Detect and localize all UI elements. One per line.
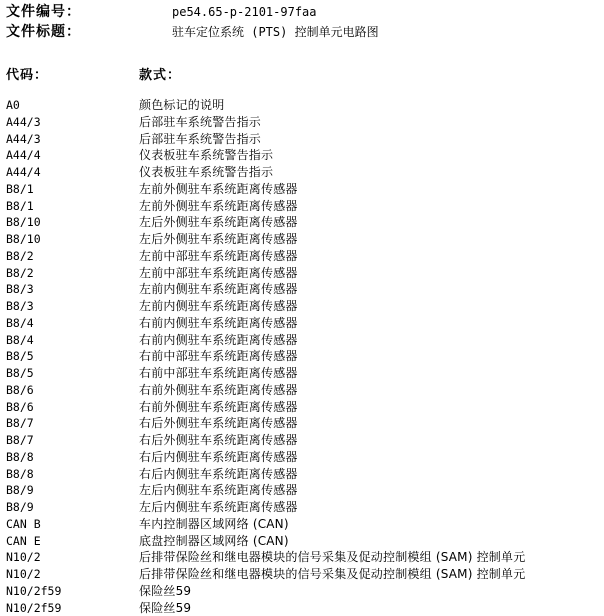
list-item bbox=[6, 332, 596, 349]
component-description: 右前内侧驻车系统距离传感器 bbox=[139, 315, 298, 332]
list-item bbox=[6, 466, 596, 483]
list-item bbox=[6, 399, 596, 416]
component-code: B8/6 bbox=[6, 399, 34, 416]
component-code: B8/8 bbox=[6, 466, 34, 483]
component-code: A44/3 bbox=[6, 114, 41, 131]
list-item bbox=[6, 348, 596, 365]
component-code: CAN B bbox=[6, 516, 41, 533]
list-item bbox=[6, 198, 596, 215]
list-item bbox=[6, 482, 596, 499]
component-code: B8/5 bbox=[6, 365, 34, 382]
component-code: A44/4 bbox=[6, 147, 41, 164]
component-code: B8/1 bbox=[6, 198, 34, 215]
list-item bbox=[6, 131, 596, 148]
doc-title-label: 文件标题： bbox=[6, 24, 81, 41]
component-description: 右后内侧驻车系统距离传感器 bbox=[139, 466, 298, 483]
list-item bbox=[6, 499, 596, 516]
list-item bbox=[6, 533, 596, 550]
list-item bbox=[6, 566, 596, 583]
component-description: 后排带保险丝和继电器模块的信号采集及促动控制模组 (SAM) 控制单元 bbox=[139, 549, 525, 566]
component-description: 右前外侧驻车系统距离传感器 bbox=[139, 382, 298, 399]
list-item bbox=[6, 181, 596, 198]
component-code: B8/9 bbox=[6, 499, 34, 516]
component-description: 仪表板驻车系统警告指示 bbox=[139, 164, 273, 181]
component-description: 后排带保险丝和继电器模块的信号采集及促动控制模组 (SAM) 控制单元 bbox=[139, 566, 525, 583]
component-description: 右前内侧驻车系统距离传感器 bbox=[139, 332, 298, 349]
list-item bbox=[6, 97, 596, 114]
component-code: N10/2 bbox=[6, 566, 41, 583]
list-item bbox=[6, 549, 596, 566]
component-code: B8/3 bbox=[6, 281, 34, 298]
component-description: 右后外侧驻车系统距离传感器 bbox=[139, 415, 298, 432]
component-code: B8/8 bbox=[6, 449, 34, 466]
list-item bbox=[6, 432, 596, 449]
component-code: B8/5 bbox=[6, 348, 34, 365]
component-description: 左后内侧驻车系统距离传感器 bbox=[139, 499, 298, 516]
list-item bbox=[6, 583, 596, 600]
component-code: B8/1 bbox=[6, 181, 34, 198]
component-description: 左前内侧驻车系统距离传感器 bbox=[139, 281, 298, 298]
component-description: 右前外侧驻车系统距离传感器 bbox=[139, 399, 298, 416]
component-description: 左前中部驻车系统距离传感器 bbox=[139, 248, 298, 265]
list-item bbox=[6, 248, 596, 265]
list-item bbox=[6, 365, 596, 382]
component-description: 颜色标记的说明 bbox=[139, 97, 224, 114]
component-code: N10/2 bbox=[6, 549, 41, 566]
doc-number-row bbox=[6, 4, 596, 21]
list-item bbox=[6, 449, 596, 466]
component-code: B8/6 bbox=[6, 382, 34, 399]
code-list bbox=[6, 97, 596, 616]
list-item bbox=[6, 600, 596, 616]
component-code: A44/3 bbox=[6, 131, 41, 148]
component-code: B8/10 bbox=[6, 214, 41, 231]
component-description: 右后外侧驻车系统距离传感器 bbox=[139, 432, 298, 449]
component-description: 仪表板驻车系统警告指示 bbox=[139, 147, 273, 164]
component-description: 左前中部驻车系统距离传感器 bbox=[139, 265, 298, 282]
component-code: B8/3 bbox=[6, 298, 34, 315]
doc-number-label: 文件编号： bbox=[6, 4, 81, 21]
doc-title-value: 驻车定位系统 (PTS) 控制单元电路图 bbox=[172, 24, 379, 41]
component-description: 左前外侧驻车系统距离传感器 bbox=[139, 181, 298, 198]
component-description: 左后内侧驻车系统距离传感器 bbox=[139, 482, 298, 499]
list-item bbox=[6, 516, 596, 533]
component-description: 后部驻车系统警告指示 bbox=[139, 114, 261, 131]
code-column-header: 代码： bbox=[6, 67, 48, 84]
component-description: 车内控制器区域网络 (CAN) bbox=[139, 516, 289, 533]
component-description: 右后内侧驻车系统距离传感器 bbox=[139, 449, 298, 466]
doc-title-row bbox=[6, 24, 596, 41]
component-code: B8/9 bbox=[6, 482, 34, 499]
component-code: B8/7 bbox=[6, 415, 34, 432]
component-code: CAN E bbox=[6, 533, 41, 550]
component-description: 右前中部驻车系统距离传感器 bbox=[139, 348, 298, 365]
component-description: 左前外侧驻车系统距离传感器 bbox=[139, 198, 298, 215]
component-code: B8/7 bbox=[6, 432, 34, 449]
component-description: 左后外侧驻车系统距离传感器 bbox=[139, 214, 298, 231]
doc-number-value: pe54.65-p-2101-97faa bbox=[172, 4, 317, 21]
component-code: A0 bbox=[6, 97, 20, 114]
list-item bbox=[6, 382, 596, 399]
component-description: 右前中部驻车系统距离传感器 bbox=[139, 365, 298, 382]
component-description: 保险丝59 bbox=[139, 600, 191, 616]
list-item bbox=[6, 315, 596, 332]
list-item bbox=[6, 281, 596, 298]
component-description: 底盘控制器区域网络 (CAN) bbox=[139, 533, 289, 550]
component-code: B8/2 bbox=[6, 248, 34, 265]
component-code: B8/4 bbox=[6, 332, 34, 349]
component-description: 左后外侧驻车系统距离传感器 bbox=[139, 231, 298, 248]
list-item bbox=[6, 147, 596, 164]
list-item bbox=[6, 265, 596, 282]
list-item bbox=[6, 231, 596, 248]
list-item bbox=[6, 164, 596, 181]
component-description: 保险丝59 bbox=[139, 583, 191, 600]
component-code: B8/10 bbox=[6, 231, 41, 248]
list-item bbox=[6, 214, 596, 231]
list-item bbox=[6, 298, 596, 315]
component-code: N10/2f59 bbox=[6, 583, 61, 600]
component-code: B8/4 bbox=[6, 315, 34, 332]
component-description: 左前内侧驻车系统距离传感器 bbox=[139, 298, 298, 315]
list-item bbox=[6, 114, 596, 131]
description-column-header: 款式： bbox=[139, 67, 181, 84]
component-code: A44/4 bbox=[6, 164, 41, 181]
component-code: N10/2f59 bbox=[6, 600, 61, 616]
component-code: B8/2 bbox=[6, 265, 34, 282]
component-description: 后部驻车系统警告指示 bbox=[139, 131, 261, 148]
list-item bbox=[6, 415, 596, 432]
